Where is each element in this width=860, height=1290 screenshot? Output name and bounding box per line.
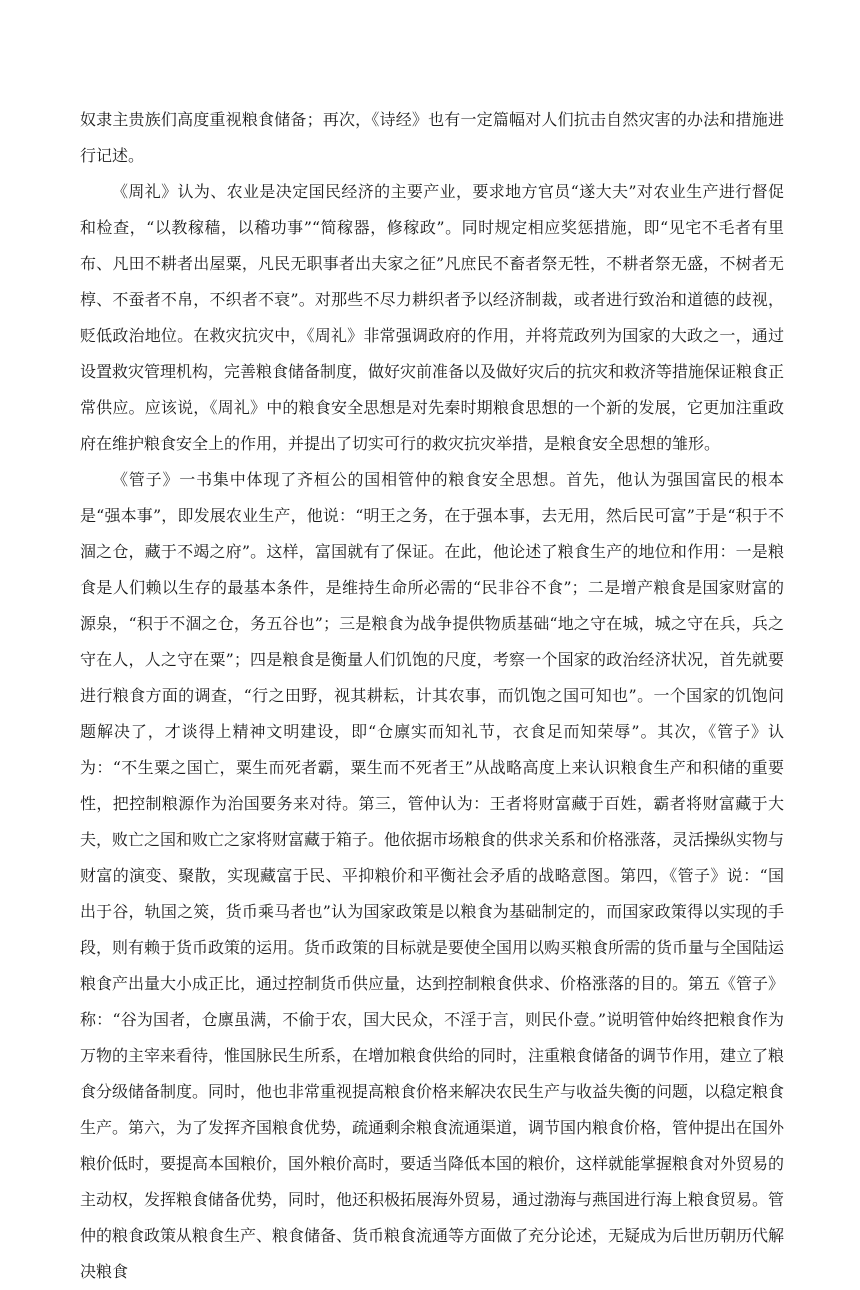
paragraph-guanzi: 《管子》一书集中体现了齐桓公的国相管仲的粮食安全思想。首先，他认为强国富民的根本是“强本事”，即发展农业生产，他说：“明王之务，在于强本事，去无用，然后民可富”于是“积于不涸之仓，藏于不竭之府”。这样，富国就有了保证。在此，他论述了粮食生产的地位和作用：一是粮食是人们赖以生存的最基本条件，是维持生命所必需的“民非谷不食”；二是增产粮食是国家财富的源泉，“积于不涸之仓，务五谷也”；三是粮食为战争提供物质基础“地之守在城，城之守在兵，兵之守在人，人之守在粟”；四是粮食是衡量人们饥饱的尺度，考察一个国家的政治经济状况，首先就要进行粮食方面的调查，“行之田野，视其耕耘，计其农事，而饥饱之国可知也”。一个国家的饥饱问题解决了，才谈得上精神文明建设，即“仓廪实而知礼节，衣食足而知荣辱”。其次，《管子》认为：“不生粟之国亡，粟生而死者霸，粟生而不死者王”从战略高度上来认识粮食生产和积储的重要性，把控制粮源作为治国要务来对待。第三，管仲认为：王者将财富藏于百姓，霸者将财富藏于大夫，败亡之国和败亡之家将财富藏于箱子。他依据市场粮食的供求关系和价格涨落，灵活操纵实物与财富的演变、聚散，实现藏富于民、平抑粮价和平衡社会矛盾的战略意图。第四，《管子》说：“国出于谷，轨国之筴，货币乘马者也”认为国家政策是以粮食为基础制定的，而国家政策得以实现的手段，则有赖于货币政策的运用。货币政策的目标就是要使全国用以购买粮食所需的货币量与全国陆运粮食产出量大小成正比，通过控制货币供应量，达到控制粮食供求、价格涨落的目的。第五《管子》称：“谷为国者，仓廪虽满，不偷于农，国大民众，不淫于言，则民仆壹。”说明管仲始终把粮食作为万物的主宰来看待，惟国脉民生所系，在增加粮食供给的同时，注重粮食储备的调节作用，建立了粮食分级储备制度。同时，他也非常重视提高粮食价格来解决农民生产与收益失衡的问题，以稳定粮食生产。第六，为了发挥齐国粮食优势，疏通剩余粮食流通渠道，调节国内粮食价格，管仲提出在国外粮价低时，要提高本国粮价，国外粮价高时，要适当降低本国的粮价，这样就能掌握粮食对外贸易的主动权，发挥粮食储备优势，同时，他还积极拓展海外贸易，通过渤海与燕国进行海上粮食贸易。管仲的粮食政策从粮食生产、粮食储备、货币粮食流通等方面做了充分论述，无疑成为后世历朝历代解决粮食	[80, 470, 785, 1281]
document-body	[80, 102, 784, 1290]
paragraph-intro-continuation: 奴隶主贵族们高度重视粮食储备；再次，《诗经》也有一定篇幅对人们抗击自然灾害的办法和措施进行记述。	[80, 110, 784, 165]
paragraph-zhouli: 《周礼》认为、农业是决定国民经济的主要产业，要求地方官员“遂大夫”对农业生产进行督促和检查，“以教稼穑，以稽功事”“简稼器，修稼政”。同时规定相应奖惩措施，即“见宅不毛者有里布、凡田不耕者出屋粟，凡民无职事者出夫家之征”凡庶民不畜者祭无牲，不耕者祭无盛，不树者无椁、不蚕者不帛，不织者不衰”。对那些不尽力耕织者予以经济制裁，或者进行致治和道德的歧视，贬低政治地位。在救灾抗灾中，《周礼》非常强调政府的作用，并将荒政列为国家的大政之一，通过设置救灾管理机构，完善粮食储备制度，做好灾前准备以及做好灾后的抗灾和救济等措施保证粮食正常供应。应该说，《周礼》中的粮食安全思想是对先秦时期粮食思想的一个新的发展，它更加注重政府在维护粮食安全上的作用，并提出了切实可行的救灾抗灾举措，是粮食安全思想的雏形。	[80, 182, 785, 453]
